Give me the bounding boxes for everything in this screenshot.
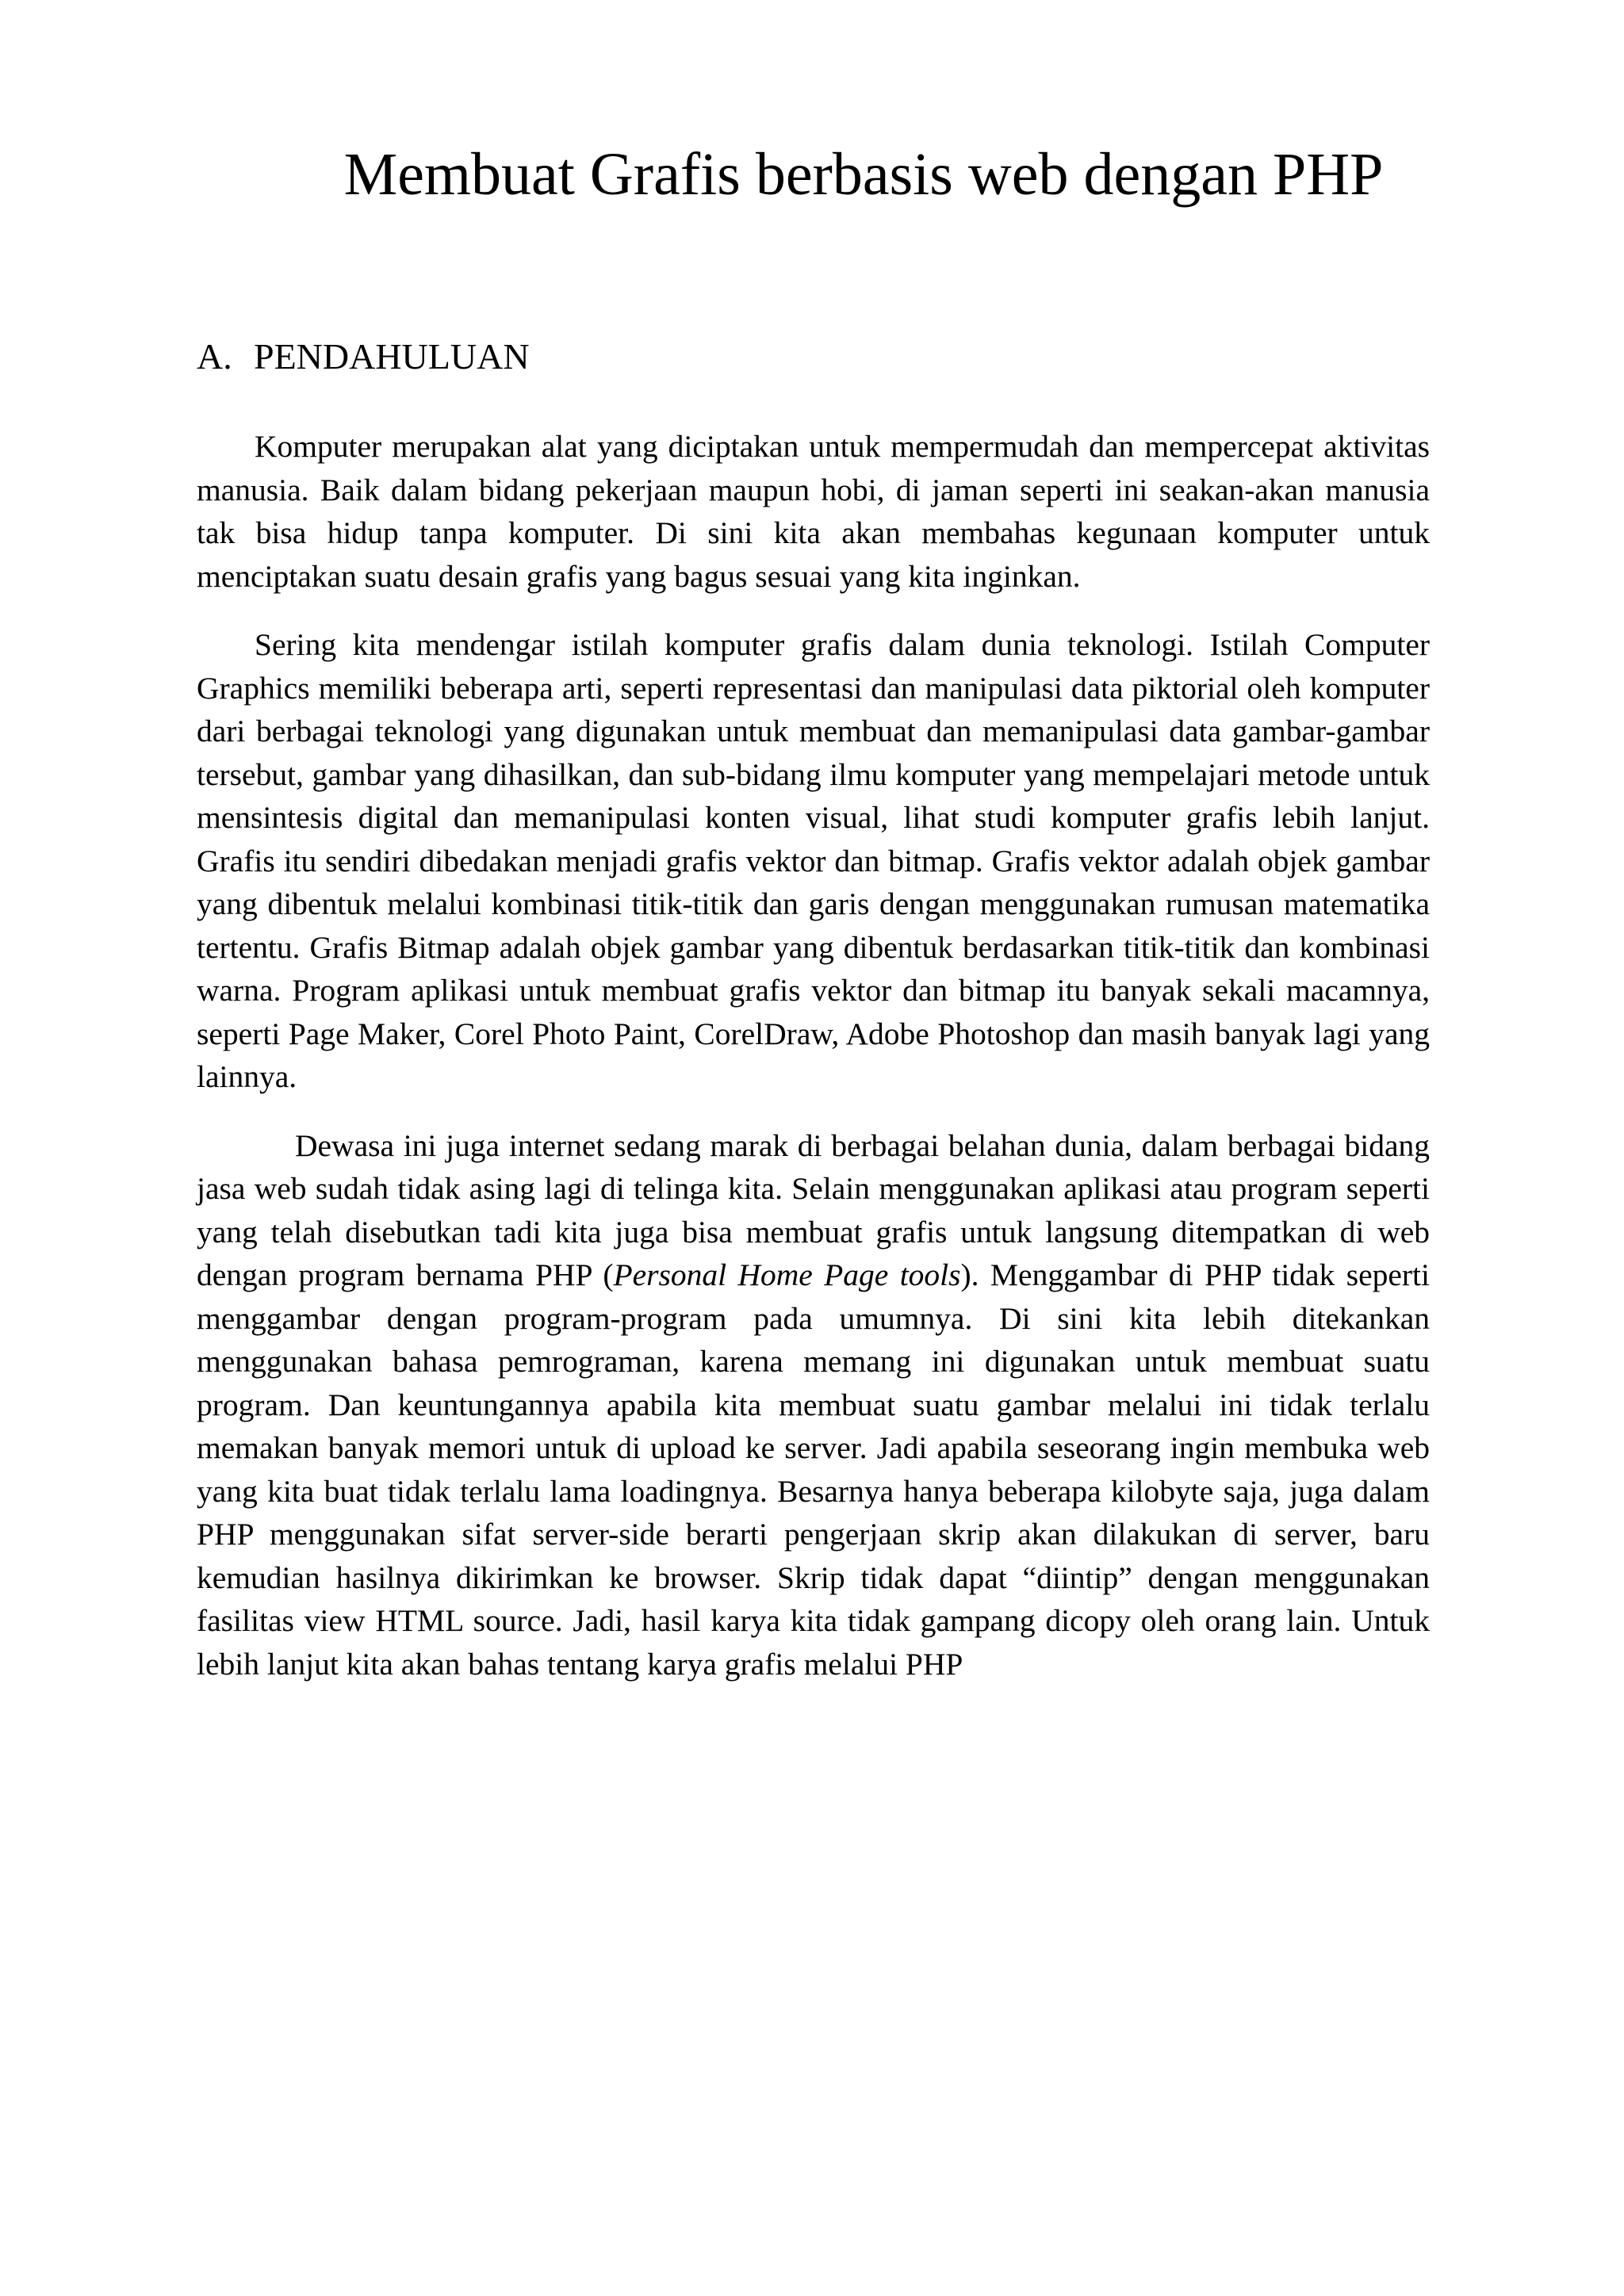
paragraph-1: Komputer merupakan alat yang diciptakan untuk mempermudah dan mempercepat aktivitas manusia. Baik dalam bidang pekerjaan maupun hobi, di jaman seperti ini seakan-akan manusia tak bisa hidup tanpa komputer. Di sini kita akan membahas kegunaan komputer untuk menciptakan suatu desain grafis yang bagus sesuai yang kita inginkan. <box>197 429 1430 594</box>
paragraph-3-italic-term: Personal Home Page tools <box>613 1257 961 1292</box>
paragraph-3-text-after: ). Menggambar di PHP tidak seperti menggambar dengan program-program pada umumnya. Di sini kita lebih ditekankan menggunakan bahasa pemrograman, karena memang ini digunakan untuk membuat suatu program. Dan keuntungannya apabila kita membuat suatu gambar melalui ini tidak terlalu memakan banyak memori untuk di upload ke server. Jadi apabila seseorang ingin membuka web yang kita buat tidak terlalu lama loadingnya. Besarnya hanya beberapa kilobyte saja, juga dalam PHP menggunakan sifat server-side berarti pengerjaan skrip akan dilakukan di server, baru kemudian hasilnya dikirimkan ke browser. Skrip tidak dapat “diintip” dengan menggunakan fasilitas view HTML source. Jadi, hasil karya kita tidak gampang dicopy oleh orang lain. Untuk lebih lanjut kita akan bahas tentang karya grafis melalui PHP <box>197 1257 1430 1682</box>
paragraph-3 <box>197 1124 1430 1686</box>
section-number: A. <box>197 336 232 377</box>
paragraph-2: Sering kita mendengar istilah komputer grafis dalam dunia teknologi. Istilah Computer Graphics memiliki beberapa arti, seperti representasi dan manipulasi data piktorial oleh komputer dari berbagai teknologi yang digunakan untuk membuat dan memanipulasi data gambar-gambar tersebut, gambar yang dihasilkan, dan sub-bidang ilmu komputer yang mempelajari metode untuk mensintesis digital dan memanipulasi konten visual, lihat studi komputer grafis lebih lanjut. Grafis itu sendiri dibedakan menjadi grafis vektor dan bitmap. Grafis vektor adalah objek gambar yang dibentuk melalui kombinasi titik-titik dan garis dengan menggunakan rumusan matematika tertentu. Grafis Bitmap adalah objek gambar yang dibentuk berdasarkan titik-titik dan kombinasi warna. Program aplikasi untuk membuat grafis vektor dan bitmap itu banyak sekali macamnya, seperti Page Maker, Corel Photo Paint, CorelDraw, Adobe Photoshop dan masih banyak lagi yang lainnya. <box>197 627 1430 1094</box>
page-title: Membuat Grafis berbasis web dengan PHP <box>343 141 1384 208</box>
section-heading-text: PENDAHULUAN <box>254 336 530 377</box>
paragraph-3-text-before: Dewasa ini juga internet sedang marak di berbagai belahan dunia, dalam berbagai bidang jasa web sudah tidak asing lagi di telinga kita. Selain menggunakan aplikasi atau program seperti yang telah disebutkan tadi kita juga bisa membuat grafis untuk langsung ditempatkan di web dengan program bernama PHP ( <box>197 1127 1430 1292</box>
body-text <box>197 425 1430 1711</box>
section-heading <box>197 333 530 381</box>
